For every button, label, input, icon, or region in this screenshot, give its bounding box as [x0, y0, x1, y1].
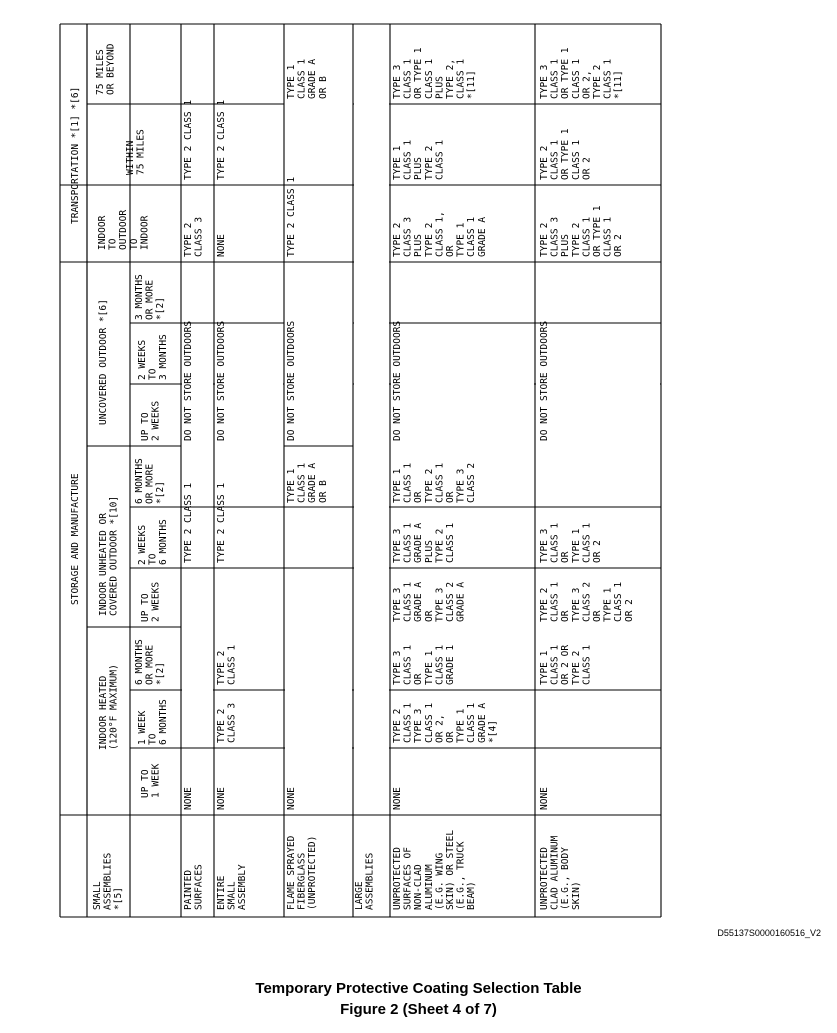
header-indoor-to-outdoor-line: INDOOR	[139, 215, 151, 250]
cell-unprotected-within-75-line: CLASS 1	[402, 139, 414, 180]
header-outdoor-p2-line: TO	[147, 368, 159, 380]
cell-entire-heated-1wk-6mo-line: TYPE 2	[216, 708, 227, 743]
cell-flame-unheated-6mo-line: GRADE A	[307, 462, 319, 503]
cell-unprotected-unheated-6mo-line: CLASS 1	[434, 462, 446, 503]
header-within-75	[125, 129, 147, 175]
cell-unprotected-unheated-up-to-2wk-line: TYPE 3	[392, 587, 403, 622]
cell-flame-beyond-75-line: OR B	[317, 76, 329, 99]
cell-clad-within-75-line: OR 2	[581, 157, 593, 180]
cell-clad-unheated-2wk-6mo-line: TYPE 1	[570, 528, 582, 563]
header-indoor-unheated-line: INDOOR UNHEATED OR	[98, 513, 109, 616]
cell-entire-heated-1wk-6mo-line: CLASS 3	[226, 702, 238, 743]
header-outdoor-p3	[134, 274, 166, 320]
header-outdoor-p2-line: 2 WEEKS	[137, 339, 148, 380]
cell-painted-outdoor-all-line: DO NOT STORE OUTDOORS	[183, 320, 194, 441]
cell-flame-beyond-75	[286, 59, 329, 99]
cell-unprotected-indoor-outdoor	[392, 211, 488, 257]
header-unheated-p3-line: OR MORE	[144, 463, 156, 504]
cell-clad-heated-up-to-1wk-line: NONE	[539, 787, 550, 810]
cell-flame-beyond-75-line: GRADE A	[307, 58, 319, 99]
header-outdoor-p2	[137, 334, 169, 380]
cell-unprotected-within-75-line: TYPE 1	[392, 145, 403, 180]
header-unheated-p3-line: *[2]	[155, 481, 167, 504]
cell-unprotected-label-line: NON-CLAD	[413, 864, 425, 910]
header-heated-p2	[137, 699, 169, 745]
cell-clad-outdoor-all	[539, 321, 550, 441]
cell-unprotected-indoor-outdoor-line: OR	[445, 245, 456, 257]
cell-unprotected-heated-1wk-6mo-line: CLASS 1	[466, 702, 478, 743]
header-outdoor-p1-line: 2 WEEKS	[150, 400, 162, 441]
cell-unprotected-unheated-up-to-2wk-line: OR	[423, 610, 435, 622]
cell-clad-unheated-up-to-2wk-line: OR	[560, 610, 572, 622]
merged-cell-mask	[182, 627, 213, 747]
cell-unprotected-unheated-up-to-2wk-line: GRADE A	[455, 581, 467, 622]
cell-unprotected-heated-6mo-line: TYPE 3	[392, 650, 403, 685]
section-small	[92, 853, 124, 910]
cell-unprotected-within-75-line: CLASS 1	[434, 139, 446, 180]
cell-painted-label-line: SURFACES	[193, 864, 205, 910]
cell-unprotected-label	[392, 830, 477, 910]
header-indoor-to-outdoor	[97, 210, 150, 250]
header-heated-p3-line: *[2]	[155, 662, 167, 685]
cell-entire-within-75-line: TYPE 2 CLASS 1	[216, 99, 227, 180]
cell-clad-indoor-outdoor-line: TYPE 2	[539, 222, 550, 257]
cell-unprotected-label-line: SURFACES OF	[402, 847, 414, 910]
header-storage-line: STORAGE AND MANUFACTURE	[70, 473, 81, 605]
cell-clad-beyond-75-line: *[11]	[613, 70, 625, 99]
cell-clad-within-75-line: TYPE 2	[539, 145, 550, 180]
header-unheated-p3	[134, 458, 166, 504]
cell-painted-unheated-2wk-6mo-line: TYPE 2 CLASS 1	[183, 482, 194, 563]
header-beyond-75-line: 75 MILES	[95, 49, 106, 95]
cell-entire-indoor-outdoor	[216, 234, 227, 257]
header-heated-p1	[140, 763, 162, 798]
cell-unprotected-beyond-75-line: TYPE 2,	[445, 58, 456, 99]
section-small-line: SMALL	[92, 881, 103, 910]
cell-clad-unheated-up-to-2wk	[539, 582, 635, 622]
section-large-line: LARGE	[354, 881, 365, 910]
cell-clad-indoor-outdoor-line: CLASS 3	[549, 216, 561, 257]
cell-entire-heated-6mo	[216, 645, 238, 685]
cell-clad-heated-6mo	[539, 645, 592, 685]
cell-clad-label-line: SKIN)	[570, 881, 582, 910]
header-heated-p3	[134, 639, 166, 685]
cell-clad-unheated-up-to-2wk-line: CLASS 2	[581, 581, 593, 622]
cell-clad-label-line: CLAD ALUMINUM	[549, 835, 561, 910]
cell-clad-label	[539, 835, 582, 910]
cell-unprotected-beyond-75-line: PLUS	[434, 76, 446, 99]
cell-painted-indoor-outdoor	[183, 217, 205, 257]
cell-clad-beyond-75-line: OR 2,	[581, 70, 593, 99]
cell-clad-beyond-75-line: OR TYPE 1	[560, 47, 572, 99]
cell-unprotected-heated-6mo-line: TYPE 1	[423, 650, 435, 685]
cell-unprotected-unheated-up-to-2wk-line: CLASS 2	[445, 581, 456, 622]
cell-unprotected-indoor-outdoor-line: TYPE 1	[455, 222, 467, 257]
header-indoor-heated-line: (120°F MAXIMUM)	[108, 664, 120, 750]
merged-cell-mask	[182, 569, 213, 626]
cell-unprotected-indoor-outdoor-line: PLUS	[413, 234, 425, 257]
header-indoor-to-outdoor-line: TO	[128, 238, 140, 250]
cell-unprotected-heated-1wk-6mo-line: OR	[445, 731, 456, 743]
header-unheated-p1-line: UP TO	[140, 593, 151, 622]
cell-unprotected-label-line: UNPROTECTED	[392, 847, 403, 910]
header-unheated-p3-line: 6 MONTHS	[134, 458, 145, 504]
cell-unprotected-indoor-outdoor-line: TYPE 2	[392, 222, 403, 257]
cell-clad-heated-6mo-line: TYPE 1	[539, 650, 550, 685]
cell-unprotected-beyond-75-line: CLASS 1	[455, 58, 467, 99]
cell-clad-indoor-outdoor-line: CLASS 1	[602, 216, 614, 257]
cell-unprotected-unheated-2wk-6mo-line: PLUS	[423, 540, 435, 563]
cell-unprotected-unheated-2wk-6mo-line: GRADE A	[413, 522, 425, 563]
header-heated-p2-line: 1 WEEK	[137, 710, 148, 745]
cell-unprotected-unheated-6mo-line: CLASS 1	[402, 462, 414, 503]
cell-entire-heated-up-to-1wk-line: NONE	[216, 787, 227, 810]
section-small-line: *[5]	[113, 887, 125, 910]
cell-unprotected-unheated-up-to-2wk-line: GRADE A	[413, 581, 425, 622]
header-outdoor-p1	[140, 401, 162, 441]
cell-clad-heated-6mo-line: TYPE 2	[570, 650, 582, 685]
header-uncovered-outdoor	[98, 299, 109, 425]
header-transportation-line: TRANSPORTATION *[1] *[6]	[70, 86, 81, 224]
cell-flame-unheated-6mo-line: CLASS 1	[296, 462, 308, 503]
header-outdoor-p1-line: UP TO	[140, 412, 151, 441]
cell-unprotected-indoor-outdoor-line: CLASS 1,	[434, 211, 446, 257]
cell-unprotected-heated-1wk-6mo	[392, 703, 498, 743]
header-within-75-line: WITHIN	[125, 140, 136, 175]
header-uncovered-outdoor-line: UNCOVERED OUTDOOR *[6]	[98, 299, 109, 425]
cell-entire-unheated-2wk-6mo-line: TYPE 2 CLASS 1	[216, 482, 227, 563]
cell-clad-within-75	[539, 128, 592, 180]
figure-subtitle: Figure 2 (Sheet 4 of 7)	[340, 1001, 497, 1018]
header-unheated-p2-line: 2 WEEKS	[137, 524, 148, 565]
cell-clad-unheated-up-to-2wk-line: TYPE 3	[570, 587, 582, 622]
cell-clad-within-75-line: CLASS 1	[549, 139, 561, 180]
cell-painted-label	[183, 864, 205, 910]
cell-unprotected-beyond-75-line: *[11]	[466, 70, 478, 99]
cell-painted-unheated-2wk-6mo	[183, 483, 194, 563]
cell-clad-unheated-up-to-2wk-line: TYPE 1	[602, 587, 614, 622]
cell-unprotected-heated-6mo	[392, 645, 456, 685]
cell-unprotected-outdoor-all	[392, 321, 403, 441]
header-within-75-line: 75 MILES	[135, 129, 147, 175]
cell-unprotected-unheated-6mo-line: TYPE 3	[455, 468, 467, 503]
merged-cell-mask	[391, 324, 534, 445]
cell-entire-heated-1wk-6mo	[216, 703, 238, 743]
header-storage	[70, 473, 81, 605]
cell-clad-unheated-up-to-2wk-line: TYPE 2	[539, 587, 550, 622]
cell-unprotected-indoor-outdoor-line: TYPE 2	[423, 222, 435, 257]
cell-clad-indoor-outdoor	[539, 205, 624, 257]
cell-unprotected-unheated-up-to-2wk-line: CLASS 1	[402, 581, 414, 622]
cell-painted-heated-up-to-1wk	[183, 787, 194, 810]
cell-clad-unheated-up-to-2wk-line: OR	[592, 610, 603, 622]
cell-entire-heated-6mo-line: CLASS 1	[226, 644, 238, 685]
header-unheated-p2	[137, 519, 169, 565]
cell-unprotected-heated-up-to-1wk-line: NONE	[392, 787, 403, 810]
cell-unprotected-label-line: (E.G., TRUCK	[455, 841, 467, 910]
cell-flame-label-line: (UNPROTECTED)	[307, 835, 319, 910]
figure-title: Temporary Protective Coating Selection Table	[255, 980, 582, 997]
header-outdoor-p3-line: *[2]	[155, 297, 167, 320]
cell-entire-heated-up-to-1wk	[216, 787, 227, 810]
header-heated-p1-line: UP TO	[140, 769, 151, 798]
section-small-line: ASSEMBLIES	[102, 852, 114, 910]
cell-unprotected-heated-1wk-6mo-line: TYPE 2	[392, 708, 403, 743]
cell-clad-beyond-75-line: CLASS 1	[602, 58, 614, 99]
header-outdoor-p3-line: OR MORE	[144, 279, 156, 320]
cell-unprotected-beyond-75-line: CLASS 1	[423, 58, 435, 99]
header-unheated-p1	[140, 582, 162, 622]
header-heated-p2-line: 6 MONTHS	[158, 699, 170, 745]
cell-painted-heated-up-to-1wk-line: NONE	[183, 787, 194, 810]
cell-unprotected-unheated-2wk-6mo-line: TYPE 3	[392, 528, 403, 563]
cell-unprotected-heated-1wk-6mo-line: TYPE 1	[455, 708, 467, 743]
cell-clad-heated-6mo-line: OR 2 OR	[560, 644, 572, 685]
cell-clad-within-75-line: OR TYPE 1	[560, 128, 572, 180]
cell-clad-beyond-75-line: TYPE 2	[592, 64, 603, 99]
header-beyond-75-line: OR BEYOND	[105, 43, 117, 95]
cell-entire-label-line: ENTIRE	[216, 875, 227, 910]
cell-flame-label-line: FLAME SPRAYED	[286, 835, 297, 910]
cell-entire-outdoor-all	[216, 321, 227, 441]
header-outdoor-p2-line: 3 MONTHS	[158, 334, 170, 380]
cell-flame-label-line: FIBERGLASS	[296, 852, 308, 910]
cell-painted-label-line: PAINTED	[183, 869, 194, 910]
drawing-id: D55137S0000160516_V2	[717, 928, 821, 938]
header-heated-p3-line: OR MORE	[144, 644, 156, 685]
cell-clad-indoor-outdoor-line: OR 2	[613, 234, 625, 257]
cell-flame-unheated-6mo-line: OR B	[317, 480, 329, 503]
cell-clad-unheated-up-to-2wk-line: CLASS 1	[613, 581, 625, 622]
header-beyond-75	[95, 43, 117, 95]
cell-unprotected-label-line: SKIN) OR STEEL	[445, 829, 456, 910]
header-heated-p1-line: 1 WEEK	[150, 763, 162, 798]
cell-flame-unheated-6mo-line: TYPE 1	[286, 468, 297, 503]
cell-clad-unheated-2wk-6mo-line: OR 2	[592, 540, 603, 563]
cell-unprotected-indoor-outdoor-line: CLASS 3	[402, 216, 414, 257]
header-outdoor-p3-line: 3 MONTHS	[134, 274, 145, 320]
cell-unprotected-unheated-up-to-2wk-line: TYPE 3	[434, 587, 446, 622]
cell-unprotected-outdoor-all-line: DO NOT STORE OUTDOORS	[392, 320, 403, 441]
cell-flame-beyond-75-line: CLASS 1	[296, 58, 308, 99]
cell-entire-within-75	[216, 100, 227, 180]
cell-unprotected-within-75-line: TYPE 2	[423, 145, 435, 180]
cell-unprotected-unheated-6mo-line: TYPE 2	[423, 468, 435, 503]
cell-clad-label-line: (E.G., BODY	[560, 847, 572, 910]
header-unheated-p2-line: TO	[147, 553, 159, 565]
cell-unprotected-heated-1wk-6mo-line: GRADE A	[476, 702, 488, 743]
cell-flame-indoor-within-line: TYPE 2 CLASS 1	[286, 176, 297, 257]
cell-unprotected-unheated-2wk-6mo-line: CLASS 1	[445, 522, 456, 563]
section-large-line: ASSEMBLIES	[364, 852, 376, 910]
cell-unprotected-beyond-75-line: OR TYPE 1	[413, 47, 425, 99]
cell-clad-indoor-outdoor-line: PLUS	[560, 234, 572, 257]
header-indoor-heated-line: INDOOR HEATED	[98, 675, 109, 750]
cell-flame-heated-up-to-1wk-line: NONE	[286, 787, 297, 810]
cell-entire-outdoor-all-line: DO NOT STORE OUTDOORS	[216, 320, 227, 441]
cell-painted-within-75-line: TYPE 2 CLASS 1	[183, 99, 194, 180]
cell-unprotected-indoor-outdoor-line: CLASS 1	[466, 216, 478, 257]
cell-unprotected-heated-up-to-1wk	[392, 787, 403, 810]
cell-unprotected-beyond-75	[392, 47, 477, 99]
cell-flame-label	[286, 835, 318, 910]
header-indoor-to-outdoor-line: INDOOR	[97, 215, 108, 250]
cell-clad-within-75-line: CLASS 1	[570, 139, 582, 180]
cell-clad-beyond-75-line: CLASS 1	[570, 58, 582, 99]
cell-unprotected-label-line: ALUMINUM	[423, 864, 435, 910]
cell-clad-unheated-up-to-2wk-line: OR 2	[623, 599, 635, 622]
cell-unprotected-label-line: BEAM)	[466, 881, 478, 910]
cell-unprotected-unheated-2wk-6mo	[392, 523, 456, 563]
cell-unprotected-label-line: (E.G. WING	[434, 852, 446, 910]
cell-unprotected-heated-1wk-6mo-line: *[4]	[487, 720, 499, 743]
cell-clad-heated-6mo-line: CLASS 1	[581, 644, 593, 685]
merged-cell-mask	[354, 25, 389, 814]
cell-unprotected-unheated-6mo-line: OR	[445, 491, 456, 503]
cell-unprotected-within-75	[392, 140, 445, 180]
merged-cell-mask	[536, 749, 660, 814]
cell-clad-beyond-75-line: CLASS 1	[549, 58, 561, 99]
cell-unprotected-unheated-2wk-6mo-line: TYPE 2	[434, 528, 446, 563]
cell-flame-outdoor-all	[286, 321, 297, 441]
cell-clad-heated-up-to-1wk	[539, 787, 550, 810]
header-indoor-heated	[98, 664, 120, 750]
cell-unprotected-heated-6mo-line: CLASS 1	[434, 644, 446, 685]
cell-flame-beyond-75-line: TYPE 1	[286, 64, 297, 99]
cell-clad-beyond-75-line: TYPE 3	[539, 64, 550, 99]
cell-unprotected-heated-6mo-line: GRADE 1	[445, 644, 456, 685]
cell-clad-label-line: UNPROTECTED	[539, 847, 550, 910]
header-indoor-to-outdoor-line: OUTDOOR	[118, 209, 130, 250]
cell-unprotected-unheated-6mo	[392, 463, 477, 503]
cell-painted-within-75	[183, 100, 194, 180]
header-unheated-p2-line: 6 MONTHS	[158, 519, 170, 565]
cell-clad-unheated-up-to-2wk-line: CLASS 1	[549, 581, 561, 622]
cell-unprotected-indoor-outdoor-line: GRADE A	[476, 216, 488, 257]
merged-cell-mask	[285, 569, 352, 814]
cell-unprotected-heated-1wk-6mo-line: CLASS 1	[423, 702, 435, 743]
cell-unprotected-beyond-75-line: TYPE 3	[392, 64, 403, 99]
cell-clad-unheated-2wk-6mo-line: OR	[560, 551, 572, 563]
cell-flame-heated-up-to-1wk	[286, 787, 297, 810]
cell-painted-outdoor-all	[183, 321, 194, 441]
cell-painted-indoor-outdoor-line: CLASS 3	[193, 216, 205, 257]
merged-cell-mask	[536, 324, 660, 445]
cell-unprotected-heated-1wk-6mo-line: OR 2,	[434, 714, 446, 743]
cell-entire-heated-6mo-line: TYPE 2	[216, 650, 227, 685]
cell-clad-unheated-2wk-6mo-line: CLASS 1	[581, 522, 593, 563]
cell-unprotected-within-75-line: PLUS	[413, 157, 425, 180]
header-unheated-p1-line: 2 WEEKS	[150, 581, 162, 622]
cell-unprotected-beyond-75-line: CLASS 1	[402, 58, 414, 99]
cell-entire-label-line: ASSEMBLY	[237, 864, 249, 910]
cell-unprotected-unheated-2wk-6mo-line: CLASS 1	[402, 522, 414, 563]
merged-cell-mask	[536, 447, 660, 506]
cell-clad-indoor-outdoor-line: CLASS 1	[581, 216, 593, 257]
cell-unprotected-unheated-6mo-line: TYPE 1	[392, 468, 403, 503]
cell-clad-heated-6mo-line: CLASS 1	[549, 644, 561, 685]
cell-unprotected-heated-1wk-6mo-line: CLASS 1	[402, 702, 414, 743]
cell-flame-outdoor-all-line: DO NOT STORE OUTDOORS	[286, 320, 297, 441]
header-transportation	[70, 87, 81, 224]
cell-entire-unheated-2wk-6mo	[216, 483, 227, 563]
header-indoor-unheated-line: COVERED OUTDOOR *[10]	[108, 495, 120, 616]
header-indoor-unheated	[98, 496, 120, 616]
cell-entire-label-line: SMALL	[226, 881, 238, 910]
header-heated-p3-line: 6 MONTHS	[134, 639, 145, 685]
cell-clad-unheated-2wk-6mo	[539, 523, 603, 563]
cell-unprotected-heated-6mo-line: OR	[413, 673, 425, 685]
merged-cell-mask	[285, 105, 352, 184]
cell-clad-unheated-2wk-6mo-line: TYPE 3	[539, 528, 550, 563]
cell-clad-beyond-75	[539, 47, 624, 99]
cell-unprotected-heated-1wk-6mo-line: TYPE 3	[413, 708, 425, 743]
cell-entire-indoor-outdoor-line: NONE	[216, 234, 227, 257]
header-indoor-to-outdoor-line: TO	[107, 238, 119, 250]
section-large	[354, 853, 376, 910]
cell-clad-outdoor-all-line: DO NOT STORE OUTDOORS	[539, 320, 550, 441]
header-heated-p2-line: TO	[147, 733, 159, 745]
cell-unprotected-unheated-6mo-line: OR	[413, 491, 425, 503]
cell-unprotected-unheated-6mo-line: CLASS 2	[466, 462, 478, 503]
cell-entire-label	[216, 864, 248, 910]
cell-clad-unheated-2wk-6mo-line: CLASS 1	[549, 522, 561, 563]
cell-flame-indoor-within	[286, 177, 297, 257]
cell-unprotected-heated-6mo-line: CLASS 1	[402, 644, 414, 685]
cell-clad-indoor-outdoor-line: OR TYPE 1	[592, 205, 603, 257]
cell-painted-indoor-outdoor-line: TYPE 2	[183, 222, 194, 257]
cell-clad-indoor-outdoor-line: TYPE 2	[570, 222, 582, 257]
cell-unprotected-unheated-up-to-2wk	[392, 582, 467, 622]
